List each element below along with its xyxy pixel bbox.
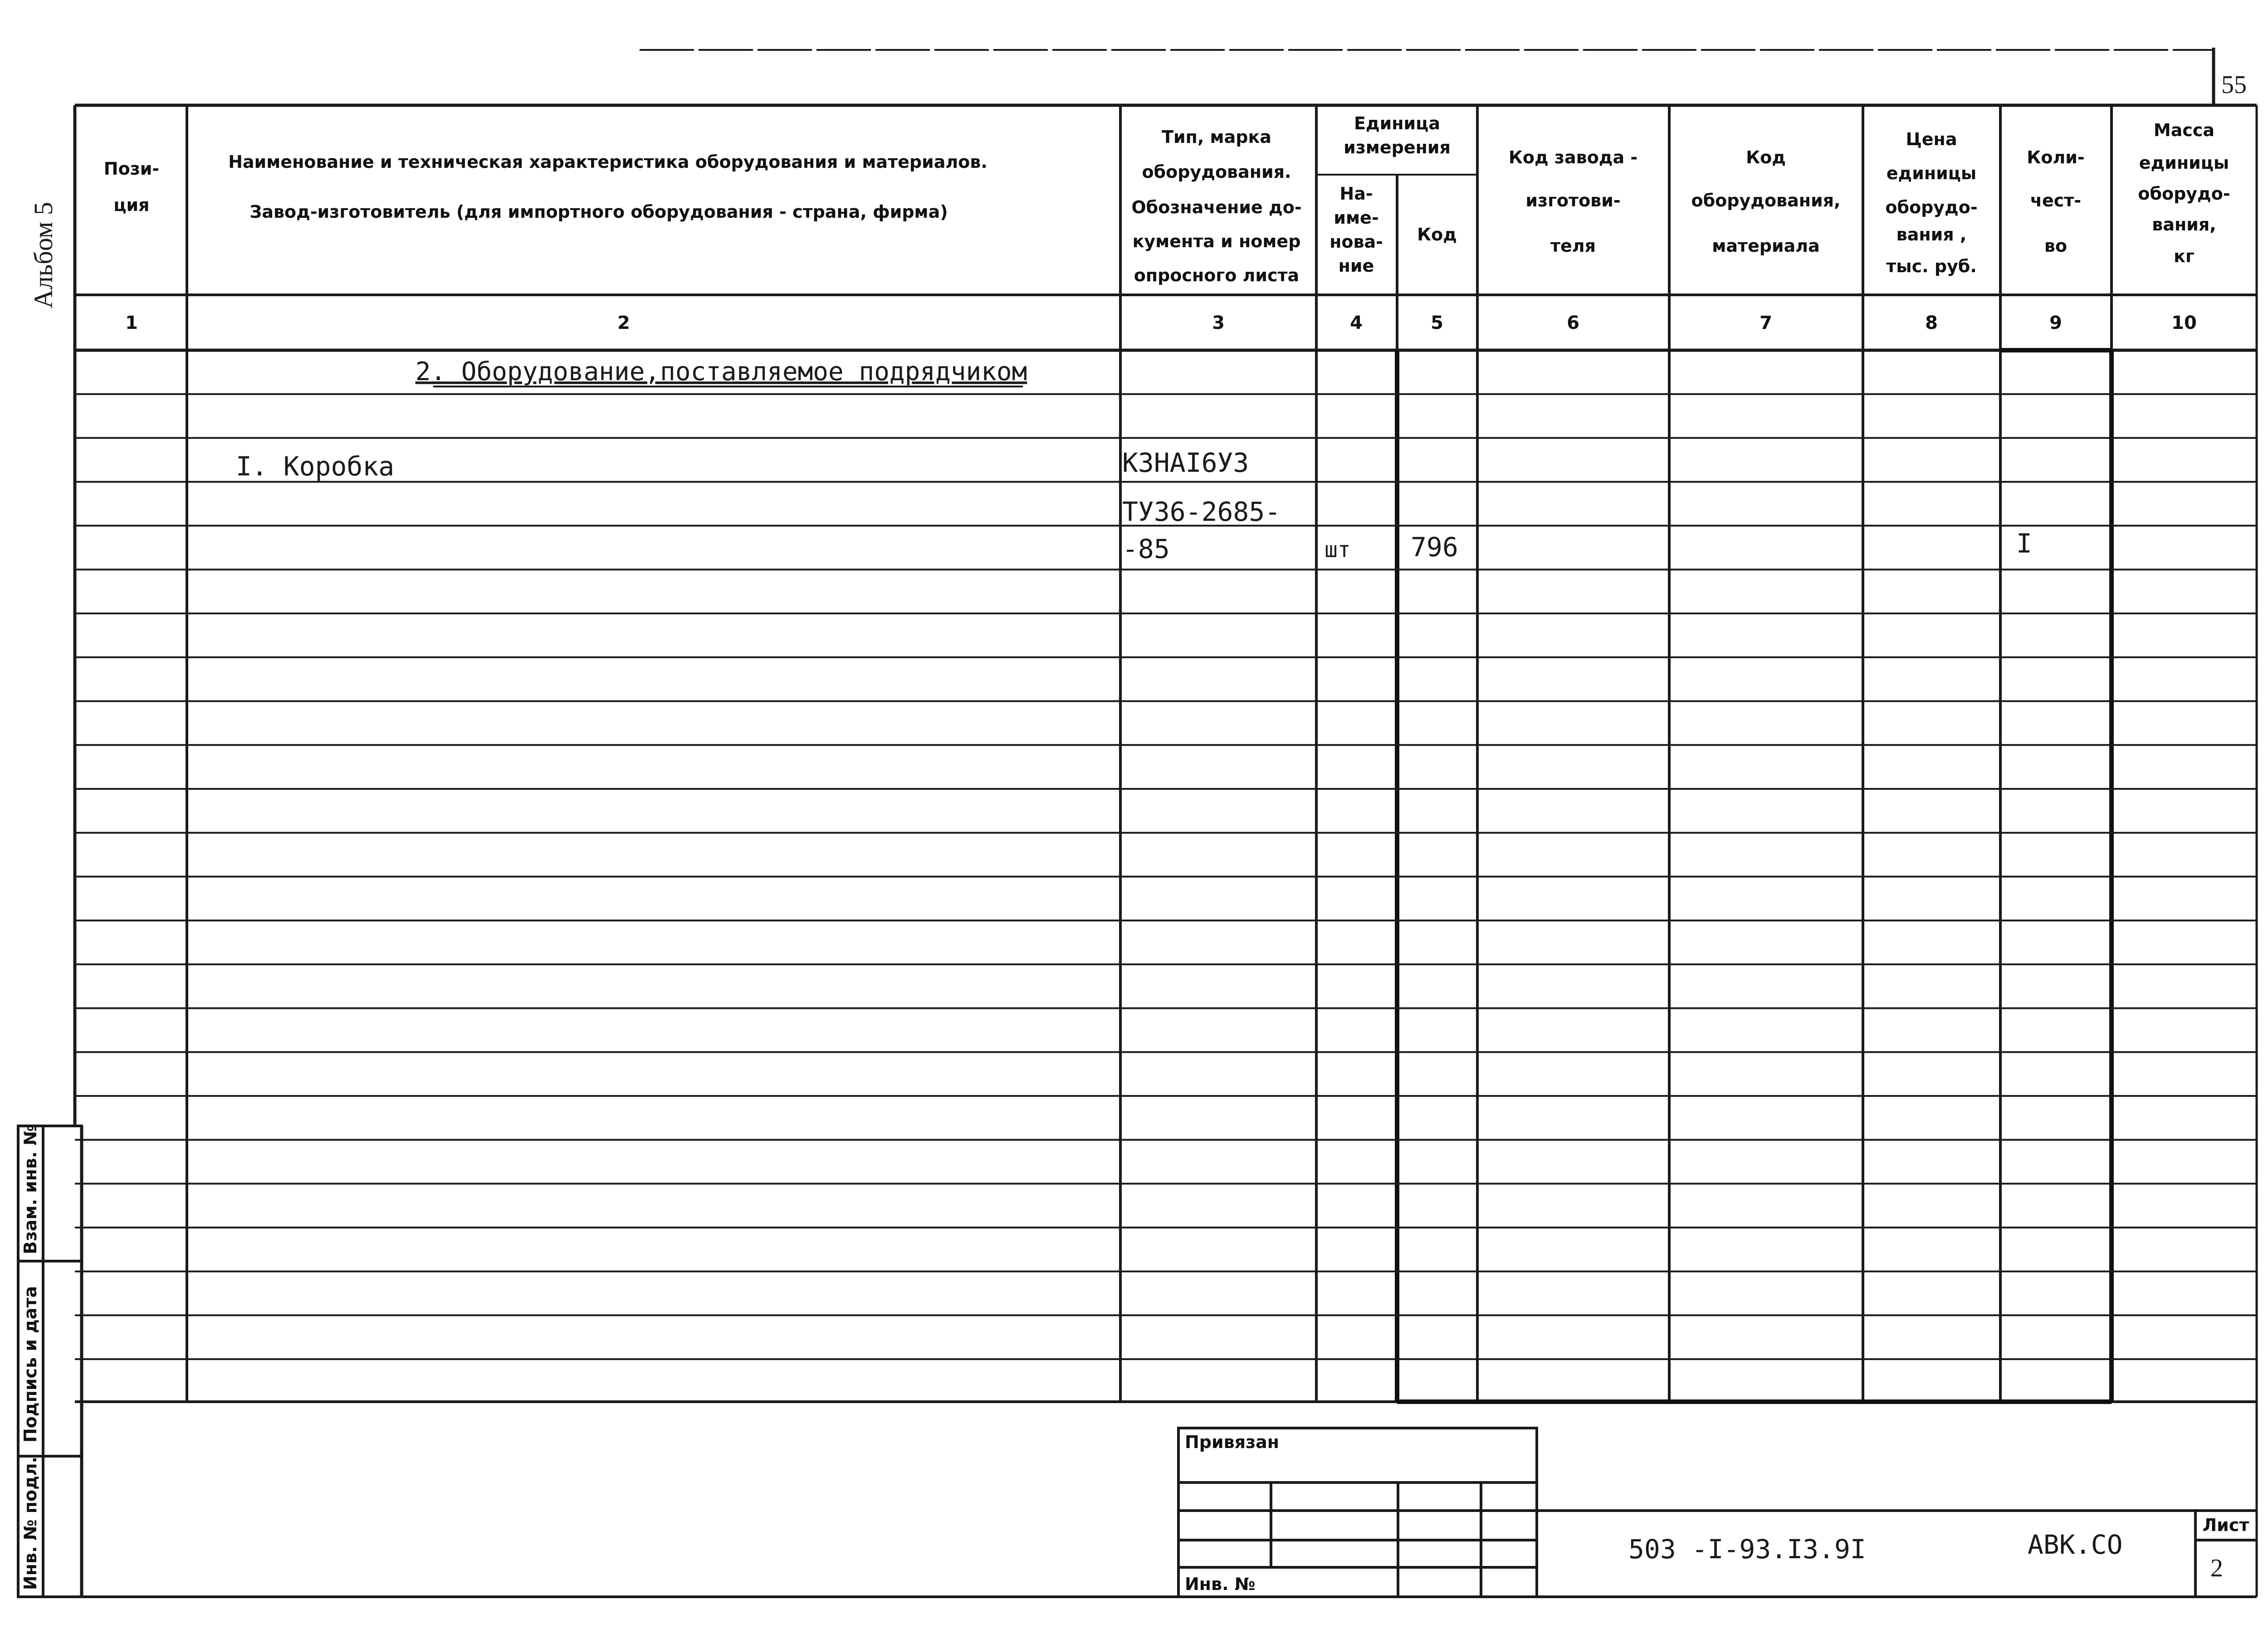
section-title: 2. Оборудование,поставляемое подрядчиком (415, 357, 1027, 386)
header-position-1: Пози- (103, 159, 160, 179)
document-code: 503 -I-93.I3.9I (1628, 1534, 1866, 1565)
column-number: 8 (1925, 313, 1938, 333)
header-unit-group-1: Единица (1354, 113, 1440, 133)
header-name-1: Наименование и техническая характеристика оборудования и материалов. (228, 152, 987, 172)
header-quantity-2: чест- (2030, 191, 2082, 210)
header-unit-group-2: измерения (1344, 137, 1451, 157)
header-equipment-code-3: материала (1712, 236, 1820, 256)
side-stamp-signature: Подпись и дата (20, 1286, 40, 1443)
title-block-frame (1178, 1428, 2257, 1597)
header-mass-3: оборудо- (2138, 184, 2230, 204)
side-stamps (20, 1125, 40, 1590)
column-number: 1 (125, 313, 138, 333)
item-type-line: КЗНАI6УЗ (1122, 447, 1249, 478)
sheet-label: Лист (2202, 1515, 2249, 1535)
header-unit-name-4: ние (1338, 256, 1374, 276)
item-quantity: I (2016, 528, 2032, 559)
column-number: 2 (617, 313, 630, 333)
column-number: 3 (1212, 313, 1225, 333)
column-number: 7 (1760, 313, 1772, 333)
header-unit-name-3: нова- (1330, 232, 1383, 252)
side-stamp-replaced: Взам. инв. № (20, 1125, 40, 1254)
header-factory-code-2: изготови- (1525, 191, 1621, 210)
header-mass-5: кг (2174, 246, 2195, 266)
header-type-3: Обозначение до- (1131, 197, 1302, 217)
column-numbers (125, 313, 2197, 333)
table-row (236, 447, 2032, 564)
header-position-2: ция (113, 195, 150, 215)
header-quantity-3: во (2044, 236, 2068, 256)
header-quantity-1: Коли- (2027, 147, 2085, 167)
header-mass-4: вания, (2152, 215, 2216, 235)
inv-label: Инв. № (1185, 1574, 1256, 1594)
sheet-number: 2 (2210, 1554, 2223, 1582)
header-equipment-code-2: оборудования, (1691, 191, 1841, 210)
page-number: 55 (2221, 71, 2247, 99)
side-stamp-inv: Инв. № подл. (20, 1456, 40, 1590)
header-equipment-code-1: Код (1746, 147, 1786, 167)
header-factory-code-3: теля (1550, 236, 1596, 256)
header-mass-2: единицы (2139, 153, 2229, 173)
header-price-2: единицы (1886, 163, 1977, 183)
header-unit-code: Код (1417, 225, 1457, 245)
column-number: 4 (1350, 313, 1363, 333)
column-number: 5 (1431, 313, 1443, 333)
header-price-3: оборудо- (1885, 197, 1978, 217)
item-unit: шт (1325, 537, 1351, 563)
document-mark: АВК.СО (2028, 1529, 2123, 1560)
column-number: 6 (1567, 313, 1579, 333)
album-label: Альбом 5 (29, 202, 58, 308)
attached-label: Привязан (1185, 1432, 1280, 1452)
header-price-4: вания , (1896, 225, 1967, 245)
header-unit-name-2: име- (1334, 208, 1379, 228)
header-price-1: Цена (1906, 129, 1957, 149)
header-name-2: Завод-изготовитель (для импортного оборудования - страна, фирма) (249, 202, 948, 222)
item-name: I. Коробка (236, 451, 395, 482)
column-number: 9 (2049, 313, 2062, 333)
item-type-line: -85 (1122, 533, 1170, 564)
item-type-line: ТУ36-2685- (1122, 496, 1281, 527)
header-unit-name-1: На- (1339, 184, 1373, 204)
table-header (104, 113, 2230, 285)
header-type-2: оборудования. (1142, 162, 1291, 182)
header-type-4: кумента и номер (1132, 231, 1301, 251)
column-number: 10 (2171, 313, 2197, 333)
header-mass-1: Масса (2153, 120, 2215, 140)
header-price-5: тыс. руб. (1886, 256, 1977, 276)
item-unit-code: 796 (1411, 532, 1458, 563)
column-lines (75, 105, 2257, 1402)
header-type-5: опросного листа (1134, 265, 1300, 285)
header-type-1: Тип, марка (1162, 127, 1271, 147)
header-factory-code-1: Код завода - (1508, 147, 1638, 167)
